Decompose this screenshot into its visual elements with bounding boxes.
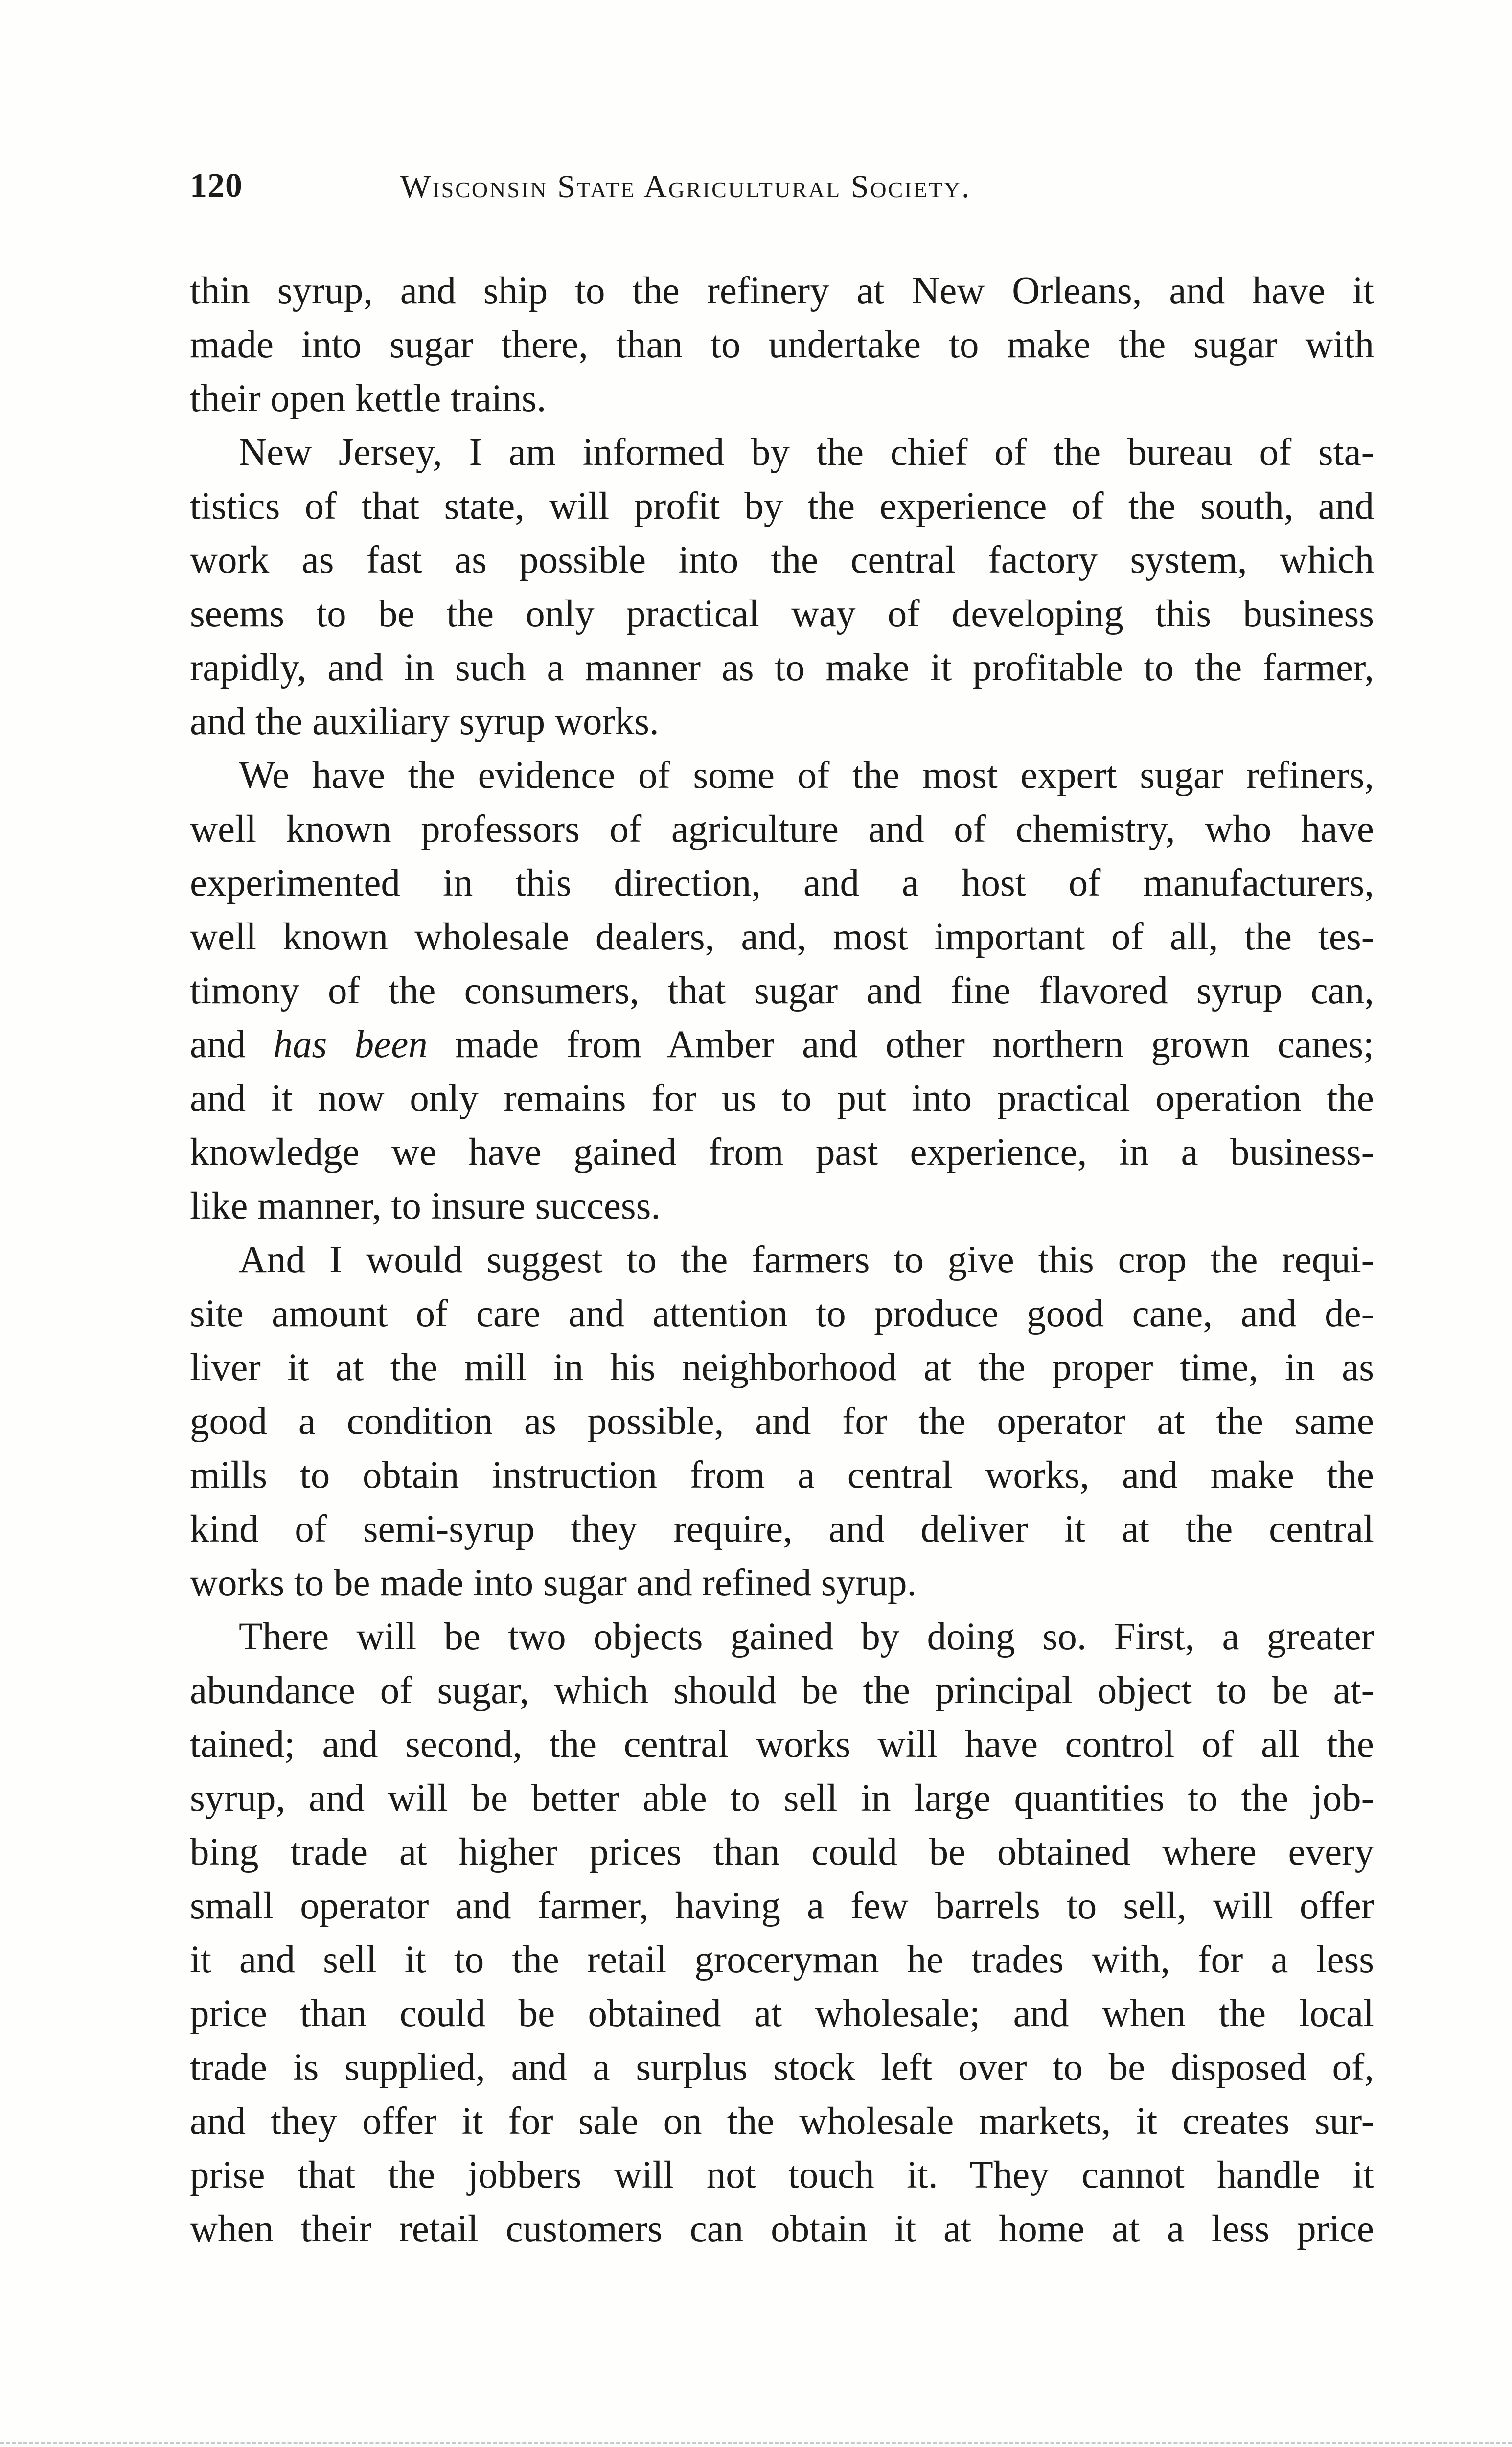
text-segment: made from Amber and other northern grown canes; — [427, 1023, 1374, 1066]
paragraph-4 — [190, 1233, 1374, 1610]
text-line: and the auxiliary syrup works. — [190, 700, 659, 743]
text-line: good a condition as possible, and for the operator at the same — [190, 1400, 1374, 1443]
text-line: small operator and farmer, having a few barrels to sell, will offer — [190, 1885, 1374, 1927]
text-line: experimented in this direction, and a host of manufacturers, — [190, 862, 1374, 904]
text-line: knowledge we have gained from past experience, in a business- — [190, 1131, 1374, 1174]
text-line: We have the evidence of some of the most expert sugar refiners, — [239, 754, 1374, 797]
paragraph-1 — [190, 264, 1374, 426]
text-line: tistics of that state, will profit by the experience of the south, and — [190, 485, 1374, 528]
text-line: like manner, to insure success. — [190, 1185, 661, 1227]
text-line: timony of the consumers, that sugar and fine flavored syrup can, — [190, 970, 1374, 1012]
text-line: price than could be obtained at wholesale; and when the local — [190, 1992, 1374, 2035]
text-line: liver it at the mill in his neighborhood at the proper time, in as — [190, 1346, 1374, 1389]
text-line: kind of semi-syrup they require, and deliver it at the central — [190, 1508, 1374, 1550]
text-line: bing trade at higher prices than could be obtained where every — [190, 1831, 1374, 1873]
text-line: well known wholesale dealers, and, most important of all, the tes- — [190, 916, 1374, 958]
text-line: There will be two objects gained by doing so. First, a greater — [239, 1616, 1374, 1658]
text-line: and they offer it for sale on the wholesale markets, it creates sur- — [190, 2100, 1374, 2143]
text-line: mills to obtain instruction from a central works, and make the — [190, 1454, 1374, 1497]
text-line: rapidly, and in such a manner as to make it profitable to the farmer, — [190, 646, 1374, 689]
text-line: their open kettle trains. — [190, 377, 547, 420]
text-line-with-italic — [190, 1018, 1374, 1072]
paragraph-3 — [190, 749, 1374, 1233]
body-text — [190, 264, 1374, 2256]
text-line: abundance of sugar, which should be the principal object to be at- — [190, 1669, 1374, 1712]
text-line: trade is supplied, and a surplus stock left over to be disposed of, — [190, 2046, 1374, 2089]
text-segment: and — [190, 1023, 274, 1066]
text-line: it and sell it to the retail groceryman he trades with, for a less — [190, 1939, 1374, 1981]
text-line: And I would suggest to the farmers to give this crop the requi- — [239, 1239, 1374, 1281]
text-line: seems to be the only practical way of developing this business — [190, 593, 1374, 635]
text-line: when their retail customers can obtain it at home at a less price — [190, 2208, 1374, 2250]
text-line: and it now only remains for us to put into practical operation the — [190, 1077, 1374, 1120]
running-title: Wisconsin State Agricultural Society. — [400, 169, 971, 205]
text-line: tained; and second, the central works will have control of all the — [190, 1723, 1374, 1766]
page-number: 120 — [190, 167, 243, 205]
text-line: well known professors of agriculture and of chemistry, who have — [190, 808, 1374, 851]
paragraph-2 — [190, 426, 1374, 749]
text-line: syrup, and will be better able to sell in large quantities to the job- — [190, 1777, 1374, 1820]
text-line: thin syrup, and ship to the refinery at New Orleans, and have it — [190, 270, 1374, 312]
text-line: prise that the jobbers will not touch it. They cannot handle it — [190, 2154, 1374, 2196]
text-line: New Jersey, I am informed by the chief of the bureau of sta- — [239, 431, 1374, 474]
italic-emphasis: has been — [273, 1023, 428, 1066]
text-line: made into sugar there, than to undertake to make the sugar with — [190, 323, 1374, 366]
paragraph-5 — [190, 1610, 1374, 2256]
text-line: works to be made into sugar and refined syrup. — [190, 1562, 917, 1604]
text-line: work as fast as possible into the central factory system, which — [190, 539, 1374, 581]
page-header — [190, 157, 1374, 215]
page-bottom-edge — [0, 2442, 1512, 2444]
text-line: site amount of care and attention to produce good cane, and de- — [190, 1293, 1374, 1335]
